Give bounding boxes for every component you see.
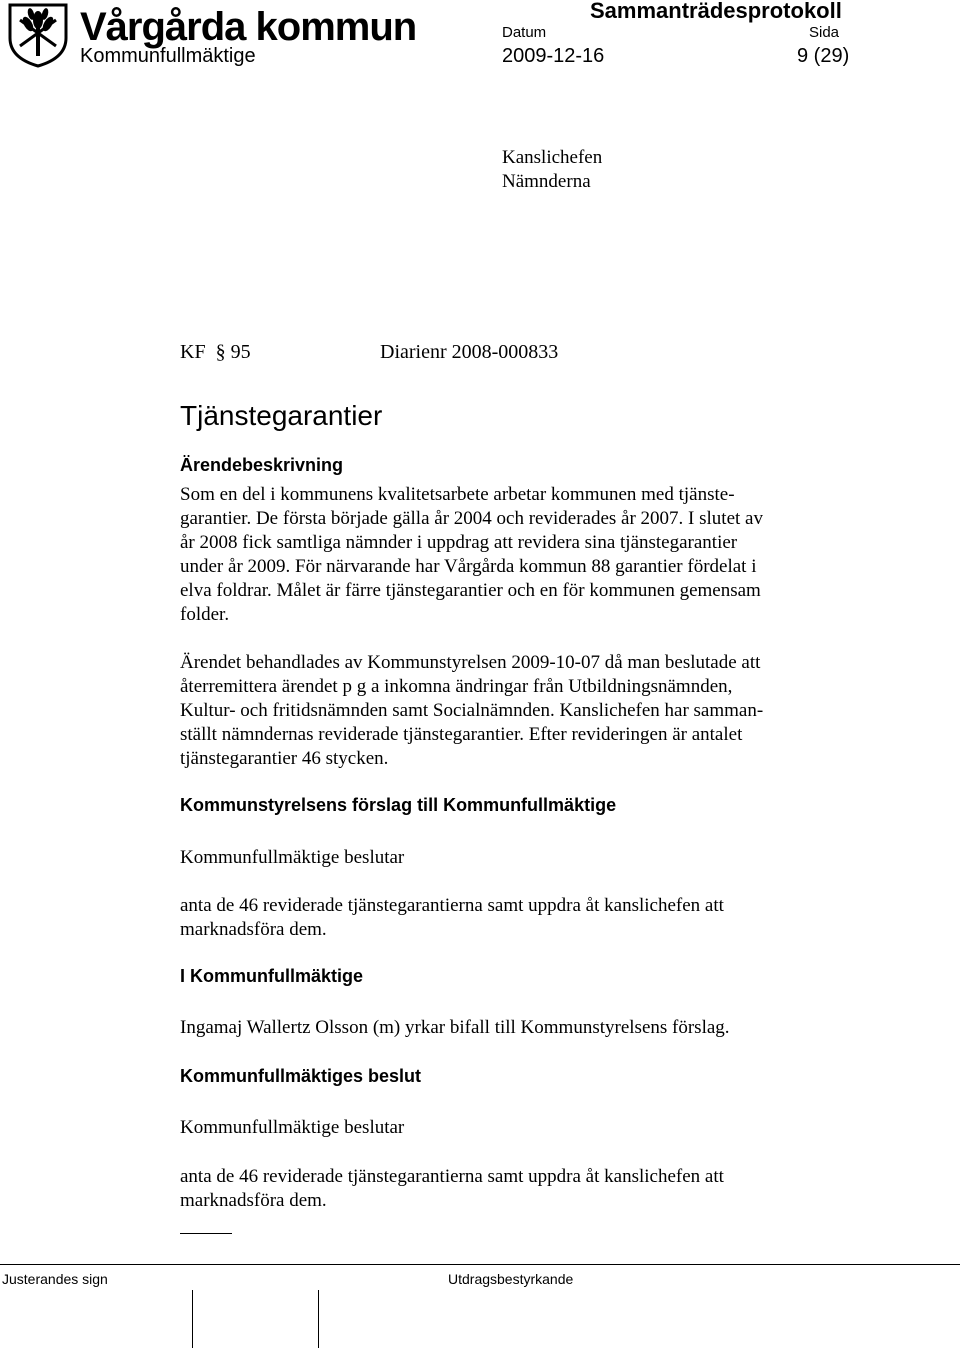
text-line: år 2008 fick samtliga nämnder i uppdrag att revidera sina tjänstegarantier — [180, 532, 738, 553]
section-heading-arende: Ärendebeskrivning — [180, 455, 344, 475]
paragraph-number: 95 — [230, 341, 251, 363]
text-line: garantier. De första började gälla år 2004 och reviderades år 2007. I slutet av — [180, 508, 763, 529]
footer-rule — [0, 1264, 960, 1265]
org-name: Vårgårda kommun — [80, 5, 417, 49]
council-decision-text — [180, 1165, 724, 1213]
text-line: marknadsföra dem. — [180, 1190, 327, 1211]
text-line: ställt nämndernas reviderade tjänstegarantier. Efter revideringen är antalet — [180, 724, 743, 745]
text-line: Som en del i kommunens kvalitetsarbete arbetar kommunen med tjänste- — [180, 484, 735, 505]
text-line: anta de 46 reviderade tjänstegarantierna samt uppdra åt kanslichefen att — [180, 1166, 724, 1187]
recipient: Nämnderna — [502, 171, 591, 192]
text-line: folder. — [180, 604, 230, 625]
section-heading-ks-proposal: Kommunstyrelsens förslag till Kommunfullmäktige — [180, 795, 617, 815]
text-line: marknadsföra dem. — [180, 919, 327, 940]
date-label: Datum — [502, 24, 547, 41]
page-label: Sida — [809, 24, 840, 41]
recipients — [502, 146, 602, 194]
text-line: anta de 46 reviderade tjänstegarantierna samt uppdra åt kanslichefen att — [180, 895, 724, 916]
council-beslutar: Kommunfullmäktige beslutar — [180, 1117, 405, 1138]
document-type: Sammanträdesprotokoll — [590, 0, 842, 23]
municipal-coat-of-arms-icon — [6, 2, 70, 68]
diarienummer: Diarienr 2008-000833 — [380, 341, 559, 363]
signature-box-divider — [318, 1290, 319, 1348]
page-number: 9 (29) — [797, 45, 850, 67]
paragraph-arende-2 — [180, 651, 763, 771]
case-paragraph — [180, 341, 251, 364]
text-line: Kultur- och fritidsnämnden samt Socialnämnden. Kanslichefen har samman- — [180, 700, 764, 721]
text-line: under år 2009. För närvarande har Vårgårda kommun 88 garantier fördelat i — [180, 556, 757, 577]
board-name: Kommunfullmäktige — [80, 45, 256, 67]
paragraph-arende-1 — [180, 483, 763, 627]
section-heading-in-council: I Kommunfullmäktige — [180, 966, 364, 986]
kf-label: KF — [180, 341, 206, 363]
signature-box-divider — [192, 1290, 193, 1348]
justerandes-sign-label: Justerandes sign — [2, 1271, 108, 1287]
section-sign: § — [215, 341, 226, 363]
text-line: Ärendet behandlades av Kommunstyrelsen 2009-10-07 då man beslutade att — [180, 652, 761, 673]
section-heading-council-decision: Kommunfullmäktiges beslut — [180, 1066, 422, 1086]
end-rule — [180, 1233, 232, 1234]
ks-beslutar: Kommunfullmäktige beslutar — [180, 847, 405, 868]
in-council-text: Ingamaj Wallertz Olsson (m) yrkar bifall till Kommunstyrelsens förslag. — [180, 1017, 730, 1038]
meeting-date: 2009-12-16 — [502, 45, 605, 67]
recipient: Kanslichefen — [502, 147, 603, 168]
utdragsbestyrkande-label: Utdragsbestyrkande — [448, 1271, 574, 1287]
text-line: återremittera ärendet p g a inkomna ändringar från Utbildningsnämnden, — [180, 676, 733, 697]
text-line: tjänstegarantier 46 stycken. — [180, 748, 389, 769]
text-line: elva foldrar. Målet är färre tjänstegarantier och en för kommunen gemensam — [180, 580, 761, 601]
ks-proposal-text — [180, 894, 724, 942]
case-title: Tjänstegarantier — [180, 400, 383, 431]
